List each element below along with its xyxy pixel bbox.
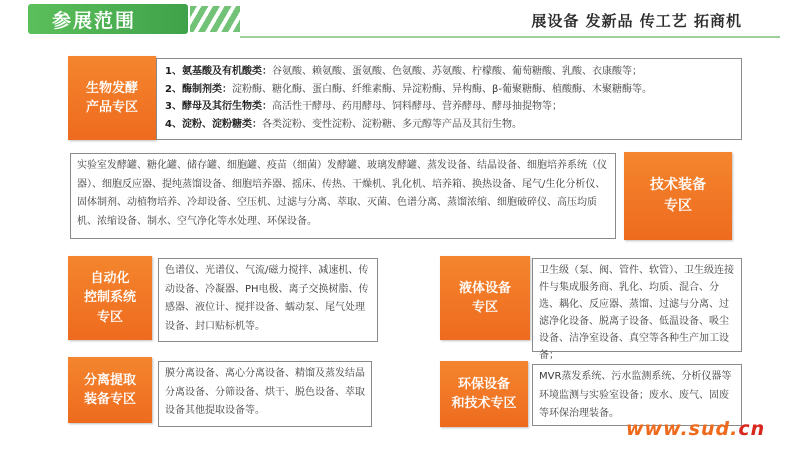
auto-label-line1: 自动化 bbox=[90, 270, 130, 286]
bio-item-list bbox=[165, 63, 733, 133]
header-divider bbox=[240, 36, 780, 38]
separation-section-label bbox=[68, 357, 152, 423]
bio-section-label bbox=[68, 56, 156, 140]
auto-label-line2: 控制系统 bbox=[83, 290, 136, 306]
fluid-label-line2: 专区 bbox=[471, 300, 498, 315]
fluid-section-content bbox=[532, 258, 742, 361]
env-section-text: MVR蒸发系统、污水监测系统、分析仪器等环境监测与实验室设备；废水、废气、固废等环保治理装备。 bbox=[539, 371, 732, 419]
separation-label-line2: 装备专区 bbox=[83, 392, 136, 407]
tech-section-content bbox=[70, 153, 616, 239]
env-label-line1: 环保设备 bbox=[457, 376, 510, 392]
fluid-section-text: 卫生级（泵、阀、管件、软管）、卫生级连接件与集成服务商、乳化、均质、混合、分选、耦化、反应器、蒸馏、过滤与分离、过滤净化设备、脱离子设备、低温设备、吸尘设备、洁净室设备、真空等各种生产加工设备； bbox=[539, 265, 734, 361]
fluid-section-label bbox=[440, 256, 530, 340]
watermark-logo: www.sud.cn bbox=[626, 418, 766, 440]
tech-section-text: 实验室发酵罐、糖化罐、储存罐、细胞罐、疫苗（细菌）发酵罐、玻璃发酵罐、蒸发设备、结晶设备、细胞培养系统（仪器）、细胞反应器、提纯蒸馏设备、细胞培养器、摇床、传热、干燥机、乳化机、培养箱、换热设备、尾气/生化分析仪、固体制剂、动植物培养、冷却设备、空压机、过滤与分离、萃取、灭菌、色谱分离、蒸馏浓缩、细胞破碎仪、高压均质机、浓缩设备、制水、空气净化等水处理、环保设备。 bbox=[77, 160, 607, 227]
bio-item: 3、酵母及其衍生物类：高活性干酵母、药用酵母、饲料酵母、营养酵母、酵母抽提物等； bbox=[165, 101, 562, 112]
bio-section-content bbox=[156, 58, 742, 140]
auto-section-content bbox=[158, 258, 378, 342]
bio-item: 1、氨基酸及有机酸类：谷氨酸、赖氨酸、蛋氨酸、色氨酸、苏氨酸、柠檬酸、葡萄糖酸、乳酸、衣康酸等； bbox=[165, 66, 642, 77]
separation-section-content bbox=[158, 361, 372, 427]
page-title: 参展范围 bbox=[52, 10, 137, 32]
bio-label-line1: 生物发酵 bbox=[85, 80, 138, 96]
separation-label-line1: 分离提取 bbox=[83, 372, 136, 388]
auto-section-text: 色谱仪、光谱仪、气流/磁力搅拌、减速机、传动设备、冷凝器、PH电极、离子交换树脂、传感器、液位计、搅拌设备、蠕动泵、尾气处理设备、封口贴标机等。 bbox=[165, 265, 369, 332]
env-section-content bbox=[532, 364, 742, 426]
title-decoration-stripes bbox=[190, 6, 240, 32]
tech-label-line1: 技术装备 bbox=[650, 177, 706, 193]
separation-section-text: 膜分离设备、离心分离设备、精馏及蒸发结晶分离设备、分筛设备、烘干、脱色设备、萃取设备其他提取设备等。 bbox=[165, 368, 365, 416]
header-slogan: 展设备 发新品 传工艺 拓商机 bbox=[531, 12, 742, 30]
env-section-label bbox=[440, 361, 528, 427]
header-band bbox=[0, 0, 800, 40]
auto-section-label bbox=[68, 256, 152, 340]
bio-item: 4、淀粉、淀粉糖类：各类淀粉、变性淀粉、淀粉糖、多元醇等产品及其衍生物。 bbox=[165, 118, 522, 130]
auto-label-line3: 专区 bbox=[96, 309, 123, 325]
env-label-line2: 和技术专区 bbox=[451, 396, 517, 411]
tech-section-label bbox=[624, 152, 732, 240]
fluid-label-line1: 液体设备 bbox=[458, 280, 511, 296]
bio-item: 2、酶制剂类：淀粉酶、糖化酶、蛋白酶、纤维素酶、异淀粉酶、异构酶、β-葡聚糖酶、植酸酶、木聚糖酶等。 bbox=[165, 83, 652, 95]
bio-label-line2: 产品专区 bbox=[85, 100, 138, 115]
tech-label-line2: 专区 bbox=[664, 198, 692, 214]
